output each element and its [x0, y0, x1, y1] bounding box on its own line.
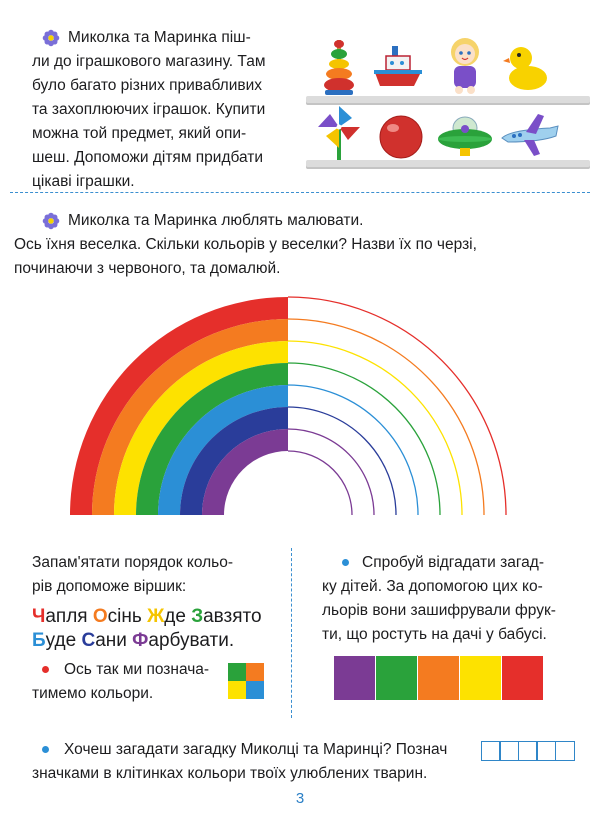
rainbow-band-outline	[288, 319, 484, 515]
poem-initial-letter: З	[191, 606, 204, 627]
text-line: починаючи з червоного, та домалюй.	[14, 260, 281, 277]
poem-initial-letter: Б	[32, 630, 46, 651]
text-line: значками в клiтинках кольори твоїх улюблених тварин.	[32, 765, 428, 782]
page-number: 3	[295, 790, 305, 807]
text-line: цiкавi iграшки.	[32, 173, 135, 190]
poem-initial-letter: О	[92, 606, 108, 627]
text-line: Миколка та Маринка пiш-	[68, 29, 251, 46]
grid-cell	[246, 663, 264, 681]
grid-cell	[246, 681, 264, 699]
answer-box[interactable]	[555, 741, 575, 761]
poem-word-rest: де	[164, 606, 192, 627]
rainbow-band-outline	[288, 297, 506, 515]
bullet-icon	[42, 666, 49, 673]
text-line: рiв допоможе вiршик:	[32, 578, 187, 595]
text-line: Хочеш загадати загадку Миколцi та Маринцi? Познач	[64, 741, 448, 758]
color-cell	[334, 656, 376, 700]
color-cell	[418, 656, 460, 700]
text-line: тимемо кольори.	[32, 685, 154, 702]
color-cell	[376, 656, 418, 700]
color-cell	[502, 656, 544, 700]
text-line: та захоплюючих iграшок. Купити	[32, 101, 266, 118]
poem-word-rest: уде	[45, 630, 82, 651]
poem-initial-letter: Ч	[32, 606, 46, 627]
column-divider	[291, 548, 292, 718]
text-line: ти, що ростуть на дачi у бабусi.	[322, 626, 547, 643]
poem-initial-letter: Ф	[132, 630, 149, 651]
rainbow-band-outline	[288, 341, 462, 515]
text-line: ку дiтей. За допомогою цих ко-	[322, 578, 543, 595]
text-line: Спробуй вiдгадати загад-	[362, 554, 544, 571]
bullet-icon	[342, 559, 349, 566]
text-line: льорiв вони зашифрували фрук-	[322, 602, 556, 619]
rainbow-band-outline	[288, 429, 374, 515]
poem-word-rest: авзято	[203, 606, 262, 627]
bullet-icon	[42, 746, 49, 753]
text-line: ли до iграшкового магазину. Там	[32, 53, 266, 70]
rainbow-band-outline	[288, 385, 418, 515]
text-line: Миколка та Маринка люблять малювати.	[68, 212, 364, 229]
color-grid-sample	[228, 663, 264, 699]
answer-box[interactable]	[536, 741, 556, 761]
answer-boxes	[482, 741, 575, 761]
text-line: Ось їхня веселка. Скiльки кольорiв у веселки? Назви їх по черзi,	[14, 236, 477, 253]
poem-initial-letter: Ж	[147, 606, 165, 627]
color-cell	[460, 656, 502, 700]
poem-word-rest: ани	[95, 630, 133, 651]
text-line: Ось так ми познача-	[64, 661, 210, 678]
grid-cell	[228, 663, 246, 681]
poem-word-rest: сiнь	[107, 606, 148, 627]
answer-box[interactable]	[481, 741, 501, 761]
poem-word-rest: арбувати.	[148, 630, 235, 651]
answer-box[interactable]	[518, 741, 538, 761]
poem-word-rest: апля	[45, 606, 93, 627]
text-line: можна той предмет, який опи-	[32, 125, 247, 142]
text-line: було багато рiзних привабливих	[32, 77, 263, 94]
poem-line	[32, 627, 234, 655]
rainbow-band-outline	[288, 451, 352, 515]
poem-initial-letter: С	[81, 630, 96, 651]
answer-box[interactable]	[499, 741, 519, 761]
text-line: Запам'ятати порядок кольо-	[32, 554, 234, 571]
text-line: шеш. Допоможи дiтям придбати	[32, 149, 264, 166]
fruit-color-code-strip	[334, 656, 544, 700]
grid-cell	[228, 681, 246, 699]
